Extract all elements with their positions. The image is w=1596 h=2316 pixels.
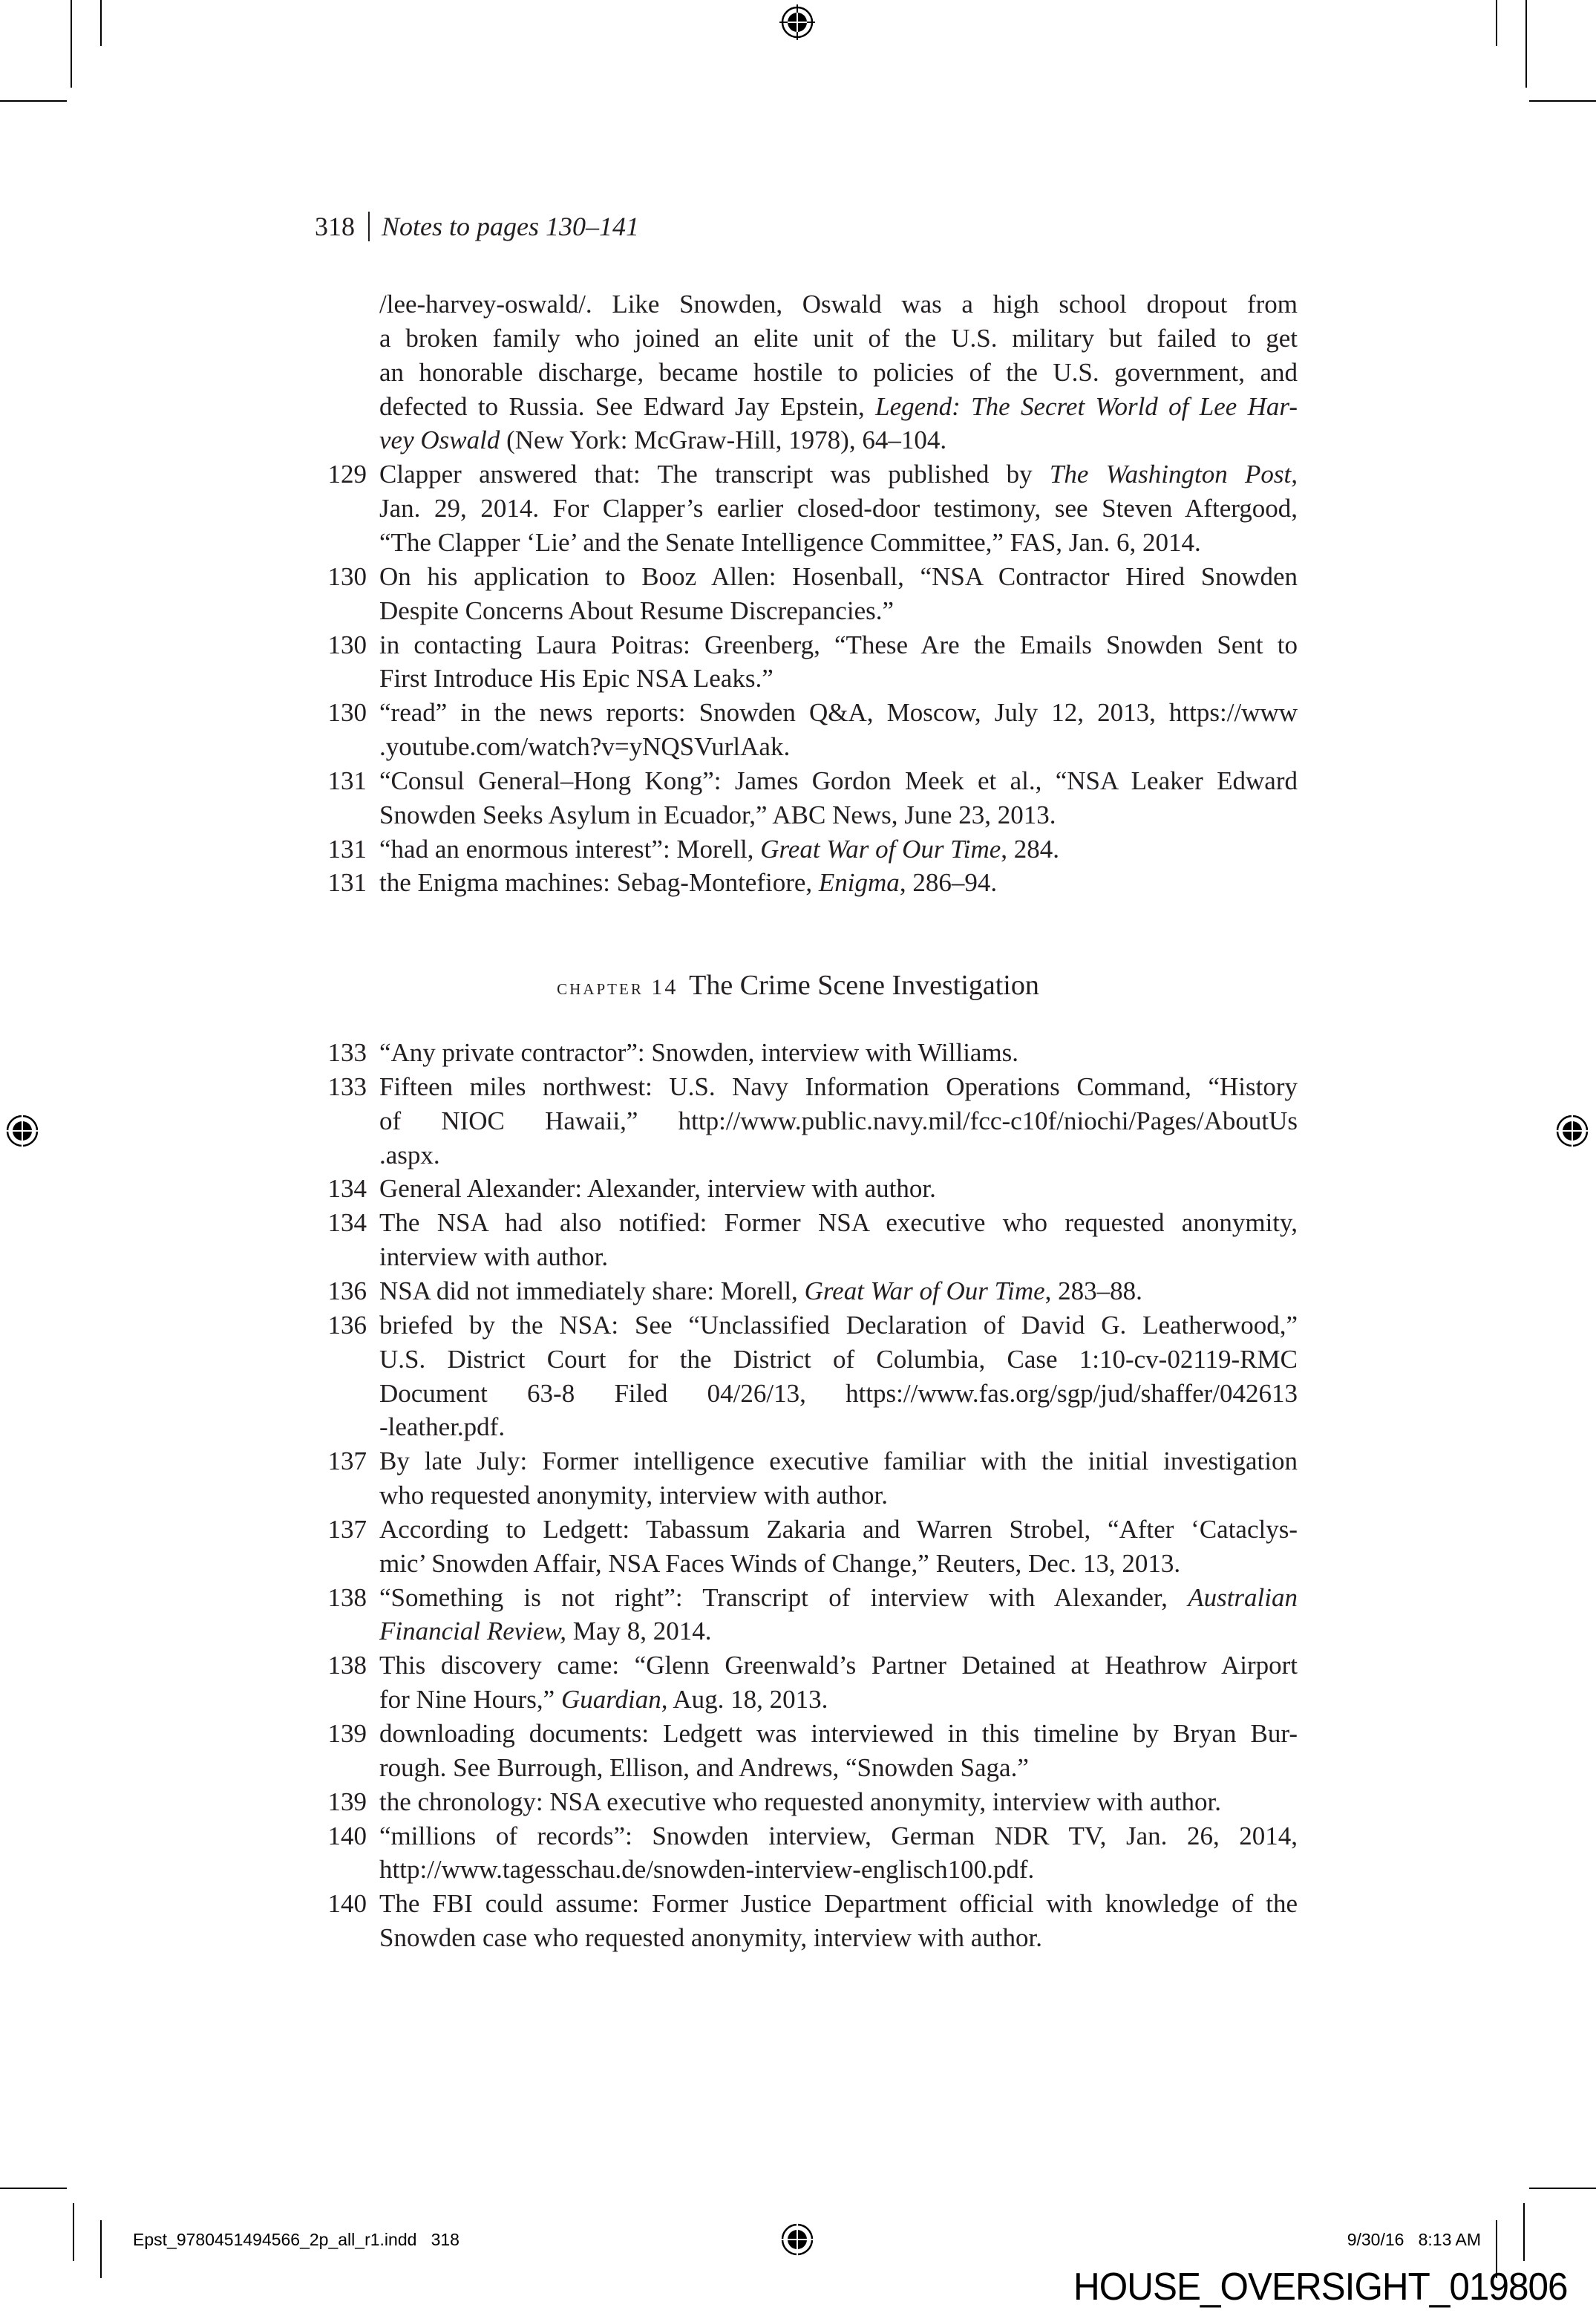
registration-mark-icon: [4, 1113, 40, 1149]
note-page-ref: 138: [327, 1582, 367, 1612]
bates-stamp: HOUSE_OVERSIGHT_019806: [1073, 2266, 1568, 2309]
footer-datetime: 9/30/16 8:13 AM: [1347, 2230, 1481, 2249]
note-line: By late July: Former intelligence executive familiar with the initial investigation: [379, 1446, 1298, 1476]
crop-mark: [1496, 0, 1497, 46]
note-line: a broken family who joined an elite unit of the U.S. military but failed to get: [379, 323, 1298, 353]
note-page-ref: 131: [327, 834, 367, 864]
note-line: The NSA had also notified: Former NSA executive who requested anonymity,: [379, 1208, 1298, 1238]
chapter-title: The Crime Scene Investigation: [689, 970, 1039, 1001]
note-line: Financial Review, May 8, 2014.: [379, 1617, 712, 1646]
note-line: downloading documents: Ledgett was interviewed in this timeline by Bryan Bur-: [379, 1719, 1298, 1748]
note-page-ref: 130: [327, 561, 367, 591]
note-page-ref: 140: [327, 1889, 367, 1919]
crop-mark: [71, 0, 72, 88]
crop-mark: [100, 0, 102, 46]
note-page-ref: 137: [327, 1514, 367, 1544]
note-line: “Consul General–Hong Kong”: James Gordon Meek et al., “NSA Leaker Edward: [379, 766, 1298, 795]
italic-title: Australian: [1188, 1582, 1298, 1612]
note-page-ref: 134: [327, 1174, 367, 1204]
note-page-ref: 133: [327, 1071, 367, 1101]
note-line: The FBI could assume: Former Justice Department official with knowledge of the: [379, 1889, 1298, 1919]
note-line: Jan. 29, 2014. For Clapper’s earlier closed-door testimony, see Steven Aftergood,: [379, 494, 1298, 523]
note-line: briefed by the NSA: See “Unclassified Declaration of David G. Leatherwood,”: [379, 1310, 1298, 1340]
note-page-ref: 137: [327, 1446, 367, 1476]
italic-title: Financial Review,: [379, 1617, 567, 1646]
note-line: General Alexander: Alexander, interview with author.: [379, 1174, 936, 1204]
note-line: Snowden Seeks Asylum in Ecuador,” ABC News, June 23, 2013.: [379, 800, 1056, 829]
note-page-ref: 136: [327, 1276, 367, 1305]
note-line: Clapper answered that: The transcript was published by The Washington Post,: [379, 460, 1298, 489]
note-line: “The Clapper ‘Lie’ and the Senate Intelligence Committee,” FAS, Jan. 6, 2014.: [379, 527, 1201, 557]
crop-mark: [1529, 100, 1596, 102]
note-line: vey Oswald (New York: McGraw-Hill, 1978), 64–104.: [379, 425, 947, 455]
italic-title: The Washington Post,: [1049, 460, 1298, 489]
note-page-ref: 133: [327, 1038, 367, 1067]
registration-mark-icon: [779, 4, 815, 40]
note-page-ref: 139: [327, 1787, 367, 1816]
note-line: Document 63-8 Filed 04/26/13, https://www.fas.org/sgp/jud/shaffer/042613: [379, 1378, 1298, 1408]
italic-title: Guardian,: [560, 1685, 668, 1715]
chapter-heading: [0, 968, 1596, 1005]
note-page-ref: 131: [327, 766, 367, 795]
note-line: for Nine Hours,” Guardian, Aug. 18, 2013.: [379, 1685, 828, 1715]
registration-mark-icon: [779, 2222, 815, 2257]
italic-title: vey Oswald: [379, 425, 500, 455]
note-line: the chronology: NSA executive who requested anonymity, interview with author.: [379, 1787, 1222, 1816]
italic-title: Great War of Our Time: [760, 834, 1001, 864]
note-line: This discovery came: “Glenn Greenwald’s Partner Detained at Heathrow Airport: [379, 1651, 1298, 1680]
note-line: “Something is not right”: Transcript of interview with Alexander, Australian: [379, 1582, 1298, 1612]
crop-mark: [100, 2220, 102, 2278]
italic-title: Legend: The Secret World of Lee Har-: [875, 391, 1298, 421]
note-line: On his application to Booz Allen: Hosenball, “NSA Contractor Hired Snowden: [379, 561, 1298, 591]
note-line: .youtube.com/watch?v=yNQSVurlAak.: [379, 732, 791, 762]
crop-mark: [73, 2203, 74, 2261]
italic-title: Great War of Our Time: [804, 1276, 1045, 1305]
note-line: Despite Concerns About Resume Discrepancies.”: [379, 596, 895, 625]
header-divider: [368, 212, 370, 241]
note-page-ref: 130: [327, 630, 367, 659]
note-line: who requested anonymity, interview with author.: [379, 1481, 888, 1510]
crop-mark: [0, 2188, 67, 2189]
crop-mark: [1529, 2188, 1596, 2189]
note-line: http://www.tagesschau.de/snowden-interview-englisch100.pdf.: [379, 1855, 1035, 1885]
note-line: interview with author.: [379, 1242, 609, 1272]
note-line: “read” in the news reports: Snowden Q&A, Moscow, July 12, 2013, https://www: [379, 698, 1298, 728]
note-line: .aspx.: [379, 1140, 440, 1170]
note-page-ref: 134: [327, 1208, 367, 1238]
note-line: Fifteen miles northwest: U.S. Navy Information Operations Command, “History: [379, 1071, 1298, 1101]
note-line: an honorable discharge, became hostile to policies of the U.S. government, and: [379, 357, 1298, 387]
note-line: “had an enormous interest”: Morell, Great War of Our Time, 284.: [379, 834, 1060, 864]
note-page-ref: 129: [327, 460, 367, 489]
running-title: Notes to pages 130–141: [382, 212, 639, 241]
registration-mark-icon: [1554, 1113, 1590, 1149]
note-line: “millions of records”: Snowden interview, German NDR TV, Jan. 26, 2014,: [379, 1821, 1298, 1850]
note-line: First Introduce His Epic NSA Leaks.”: [379, 664, 774, 694]
note-line: rough. See Burrough, Ellison, and Andrews, “Snowden Saga.”: [379, 1752, 1029, 1782]
note-line: in contacting Laura Poitras: Greenberg, “These Are the Emails Snowden Sent to: [379, 630, 1298, 659]
note-line: “Any private contractor”: Snowden, interview with Williams.: [379, 1038, 1019, 1067]
footer-filename: Epst_9780451494566_2p_all_r1.indd 318: [133, 2230, 459, 2249]
note-line: -leather.pdf.: [379, 1412, 506, 1442]
crop-mark: [1523, 2203, 1525, 2261]
note-page-ref: 138: [327, 1651, 367, 1680]
running-header: [315, 209, 639, 244]
note-page-ref: 140: [327, 1821, 367, 1850]
crop-mark: [0, 100, 67, 102]
note-line: defected to Russia. See Edward Jay Epstein, Legend: The Secret World of Lee Har-: [379, 391, 1298, 421]
note-line: According to Ledgett: Tabassum Zakaria and Warren Strobel, “After ‘Cataclys-: [379, 1514, 1298, 1544]
crop-mark: [1525, 0, 1527, 88]
note-line: /lee-harvey-oswald/. Like Snowden, Oswald was a high school dropout from: [379, 290, 1298, 319]
note-line: the Enigma machines: Sebag-Montefiore, Enigma, 286–94.: [379, 868, 998, 898]
note-page-ref: 136: [327, 1310, 367, 1340]
note-line: NSA did not immediately share: Morell, Great War of Our Time, 283–88.: [379, 1276, 1142, 1305]
note-line: Snowden case who requested anonymity, interview with author.: [379, 1923, 1042, 1953]
page-number: 318: [315, 212, 355, 241]
italic-title: Enigma: [818, 868, 900, 898]
note-line: mic’ Snowden Affair, NSA Faces Winds of Change,” Reuters, Dec. 13, 2013.: [379, 1548, 1181, 1578]
note-line: of NIOC Hawaii,” http://www.public.navy.mil/fcc-c10f/niochi/Pages/AboutUs: [379, 1106, 1298, 1135]
chapter-label: chapter 14: [557, 975, 678, 999]
note-line: U.S. District Court for the District of Columbia, Case 1:10-cv-02119-RMC: [379, 1344, 1298, 1374]
note-page-ref: 131: [327, 868, 367, 898]
note-page-ref: 139: [327, 1719, 367, 1748]
note-page-ref: 130: [327, 698, 367, 728]
